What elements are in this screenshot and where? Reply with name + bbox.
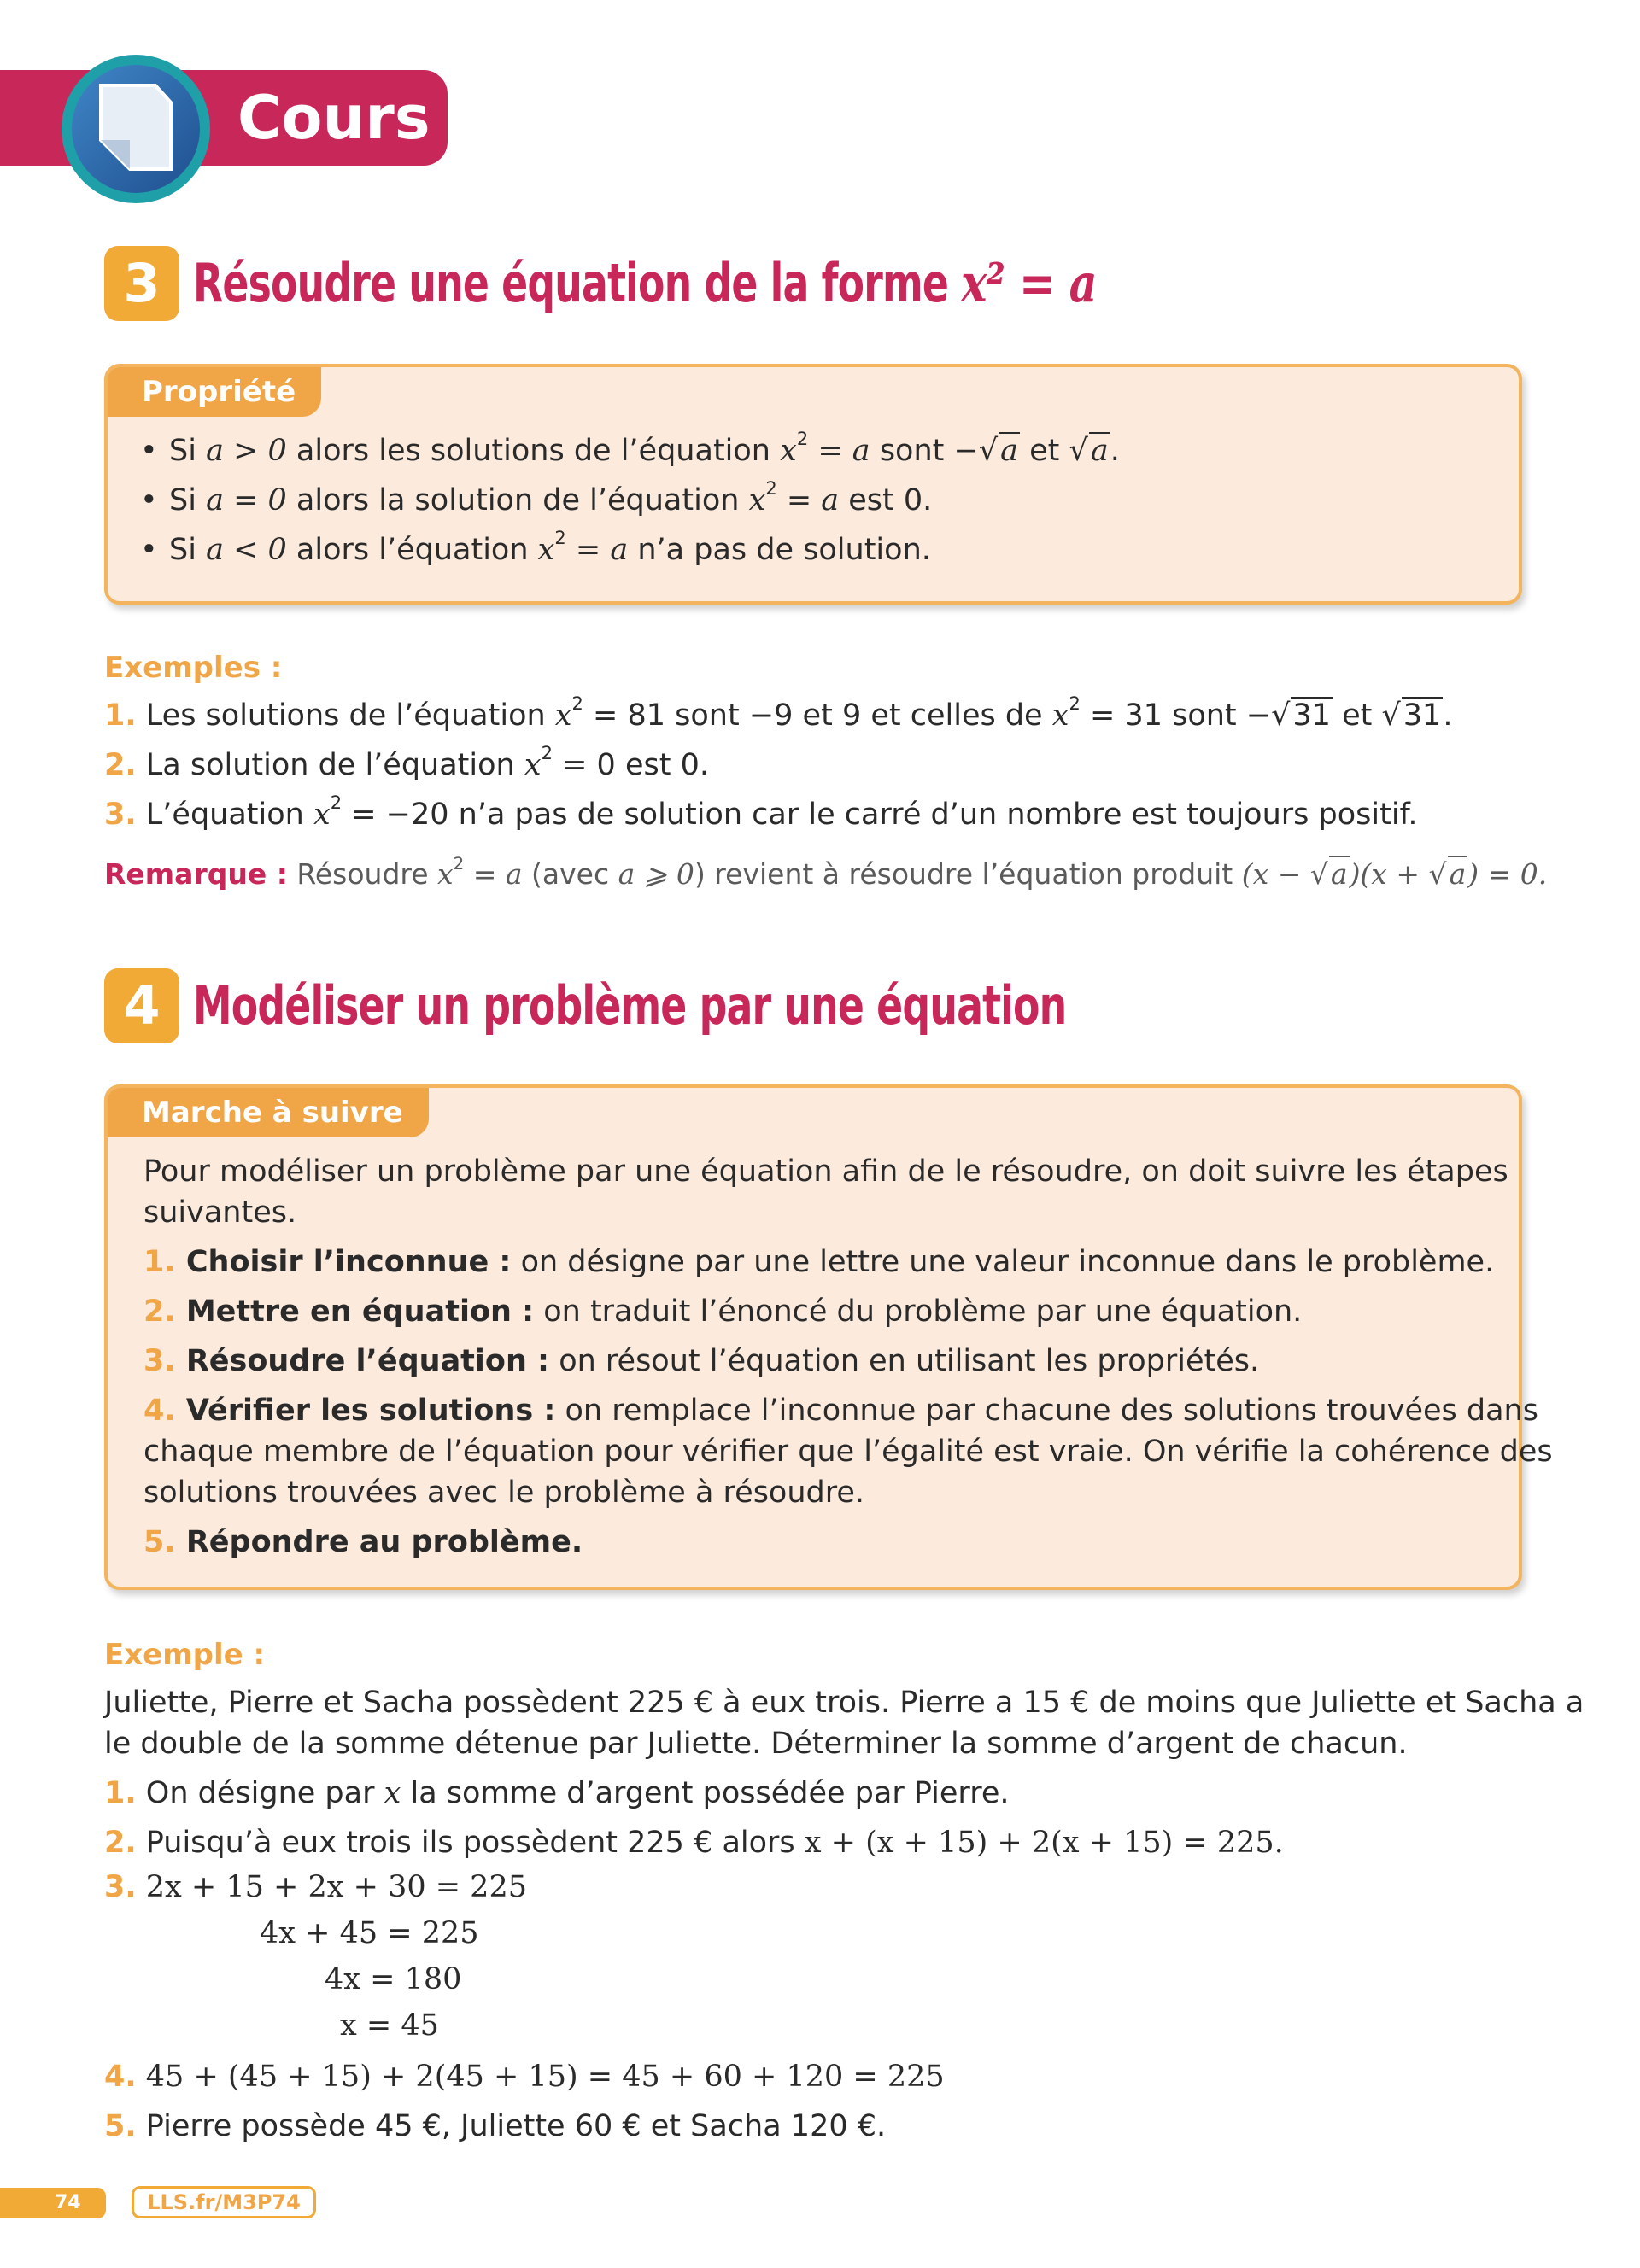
solution-line-5: 5. Pierre possède 45 €, Juliette 60 € et Sacha 120 €. [104, 2109, 887, 2143]
solution-line-2: 2. Puisqu’à eux trois ils possèdent 225 € alors x + (x + 15) + 2(x + 15) = 225. [104, 1826, 1284, 1860]
section-title [193, 248, 1097, 319]
example-line-3: 3. L’équation $x^2 = -20$ n’a pas de solution car le carré d’un nombre est toujours positif. [104, 792, 1418, 832]
step-4-line-3: solutions trouvées avec le problème à résoudre. [144, 1476, 865, 1510]
solution-line-4: 4. 45 + (45 + 15) + 2(45 + 15) = 45 + 60 + 120 = 225 [104, 2060, 945, 2094]
property-line-3: Si a < 0 alors l’équation $x^2 = a$ n’a pas de solution. [169, 528, 931, 567]
page-number: 74 [55, 2192, 81, 2213]
section-title-math: x² = a [961, 252, 1097, 314]
steps-tab: Marche à suivre [108, 1088, 429, 1137]
examples-label: Exemples : [104, 651, 283, 685]
solution-step-4: x = 45 [340, 2008, 439, 2043]
bullet: • [140, 434, 158, 468]
property-line-1: Si a > 0 alors les solutions de l’équation $x^2 = a$ sont −√a et √a. [169, 429, 1120, 468]
solution-step-2: 4x + 45 = 225 [260, 1916, 479, 1950]
section-number: 4 [104, 968, 179, 1043]
steps-intro-2: suivantes. [144, 1195, 297, 1230]
steps-intro-1: Pour modéliser un problème par une équation afin de le résoudre, on doit suivre les étapes [144, 1154, 1508, 1189]
problem-line-2: le double de la somme détenue par Juliette. Déterminer la somme d’argent de chacun. [104, 1727, 1408, 1761]
document-icon [96, 80, 176, 178]
step-4: 4. Vérifier les solutions : on remplace l’inconnue par chacune des solutions trouvées dans [144, 1394, 1538, 1428]
page-number-band [0, 2188, 106, 2218]
example-label: Exemple : [104, 1638, 266, 1672]
property-line-2: Si a = 0 alors la solution de l’équation $x^2 = a$ est 0. [169, 478, 933, 517]
section-number: 3 [104, 246, 179, 321]
remark-label: Remarque : [104, 857, 288, 891]
resource-link[interactable]: LLS.fr/M3P74 [132, 2186, 316, 2218]
example-line-2: 2. La solution de l’équation $x^2 = 0$ est 0. [104, 743, 709, 782]
example-line-1: 1. Les solutions de l’équation $x^2 = 81$ sont −9 et 9 et celles de $x^2 = 31$ sont −√31 et √31. [104, 693, 1453, 733]
step-4-line-2: chaque membre de l’équation pour vérifier que l’égalité est vraie. On vérifie la cohérence des [144, 1435, 1553, 1469]
section-title-text: Résoudre une équation de la forme [193, 252, 949, 314]
step-1: 1. Choisir l’inconnue : on désigne par une lettre une valeur inconnue dans le problème. [144, 1245, 1495, 1279]
problem-line-1: Juliette, Pierre et Sacha possèdent 225 € à eux trois. Pierre a 15 € de moins que Juliette et Sacha a [104, 1686, 1584, 1720]
step-5: 5. Répondre au problème. [144, 1525, 583, 1559]
step-2: 2. Mettre en équation : on traduit l’énoncé du problème par une équation. [144, 1295, 1303, 1329]
solution-step-3: 4x = 180 [325, 1962, 462, 1996]
step-3: 3. Résoudre l’équation : on résout l’équation en utilisant les propriétés. [144, 1344, 1260, 1378]
page-title: Cours [237, 83, 430, 153]
property-tab: Propriété [108, 367, 321, 417]
solution-line-3: 3. 2x + 15 + 2x + 30 = 225 [104, 1870, 527, 1904]
bullet: • [140, 533, 158, 567]
bullet: • [140, 483, 158, 517]
solution-line-1: 1. On désigne par x la somme d’argent possédée par Pierre. [104, 1776, 1010, 1810]
remark-line: Remarque : Résoudre $x^2 = a$ (avec a ⩾ 0) revient à résoudre l’équation produit (x − √a)(x + √a) = 0. [104, 854, 1548, 891]
section-title: Modéliser un problème par une équation [193, 974, 1067, 1037]
